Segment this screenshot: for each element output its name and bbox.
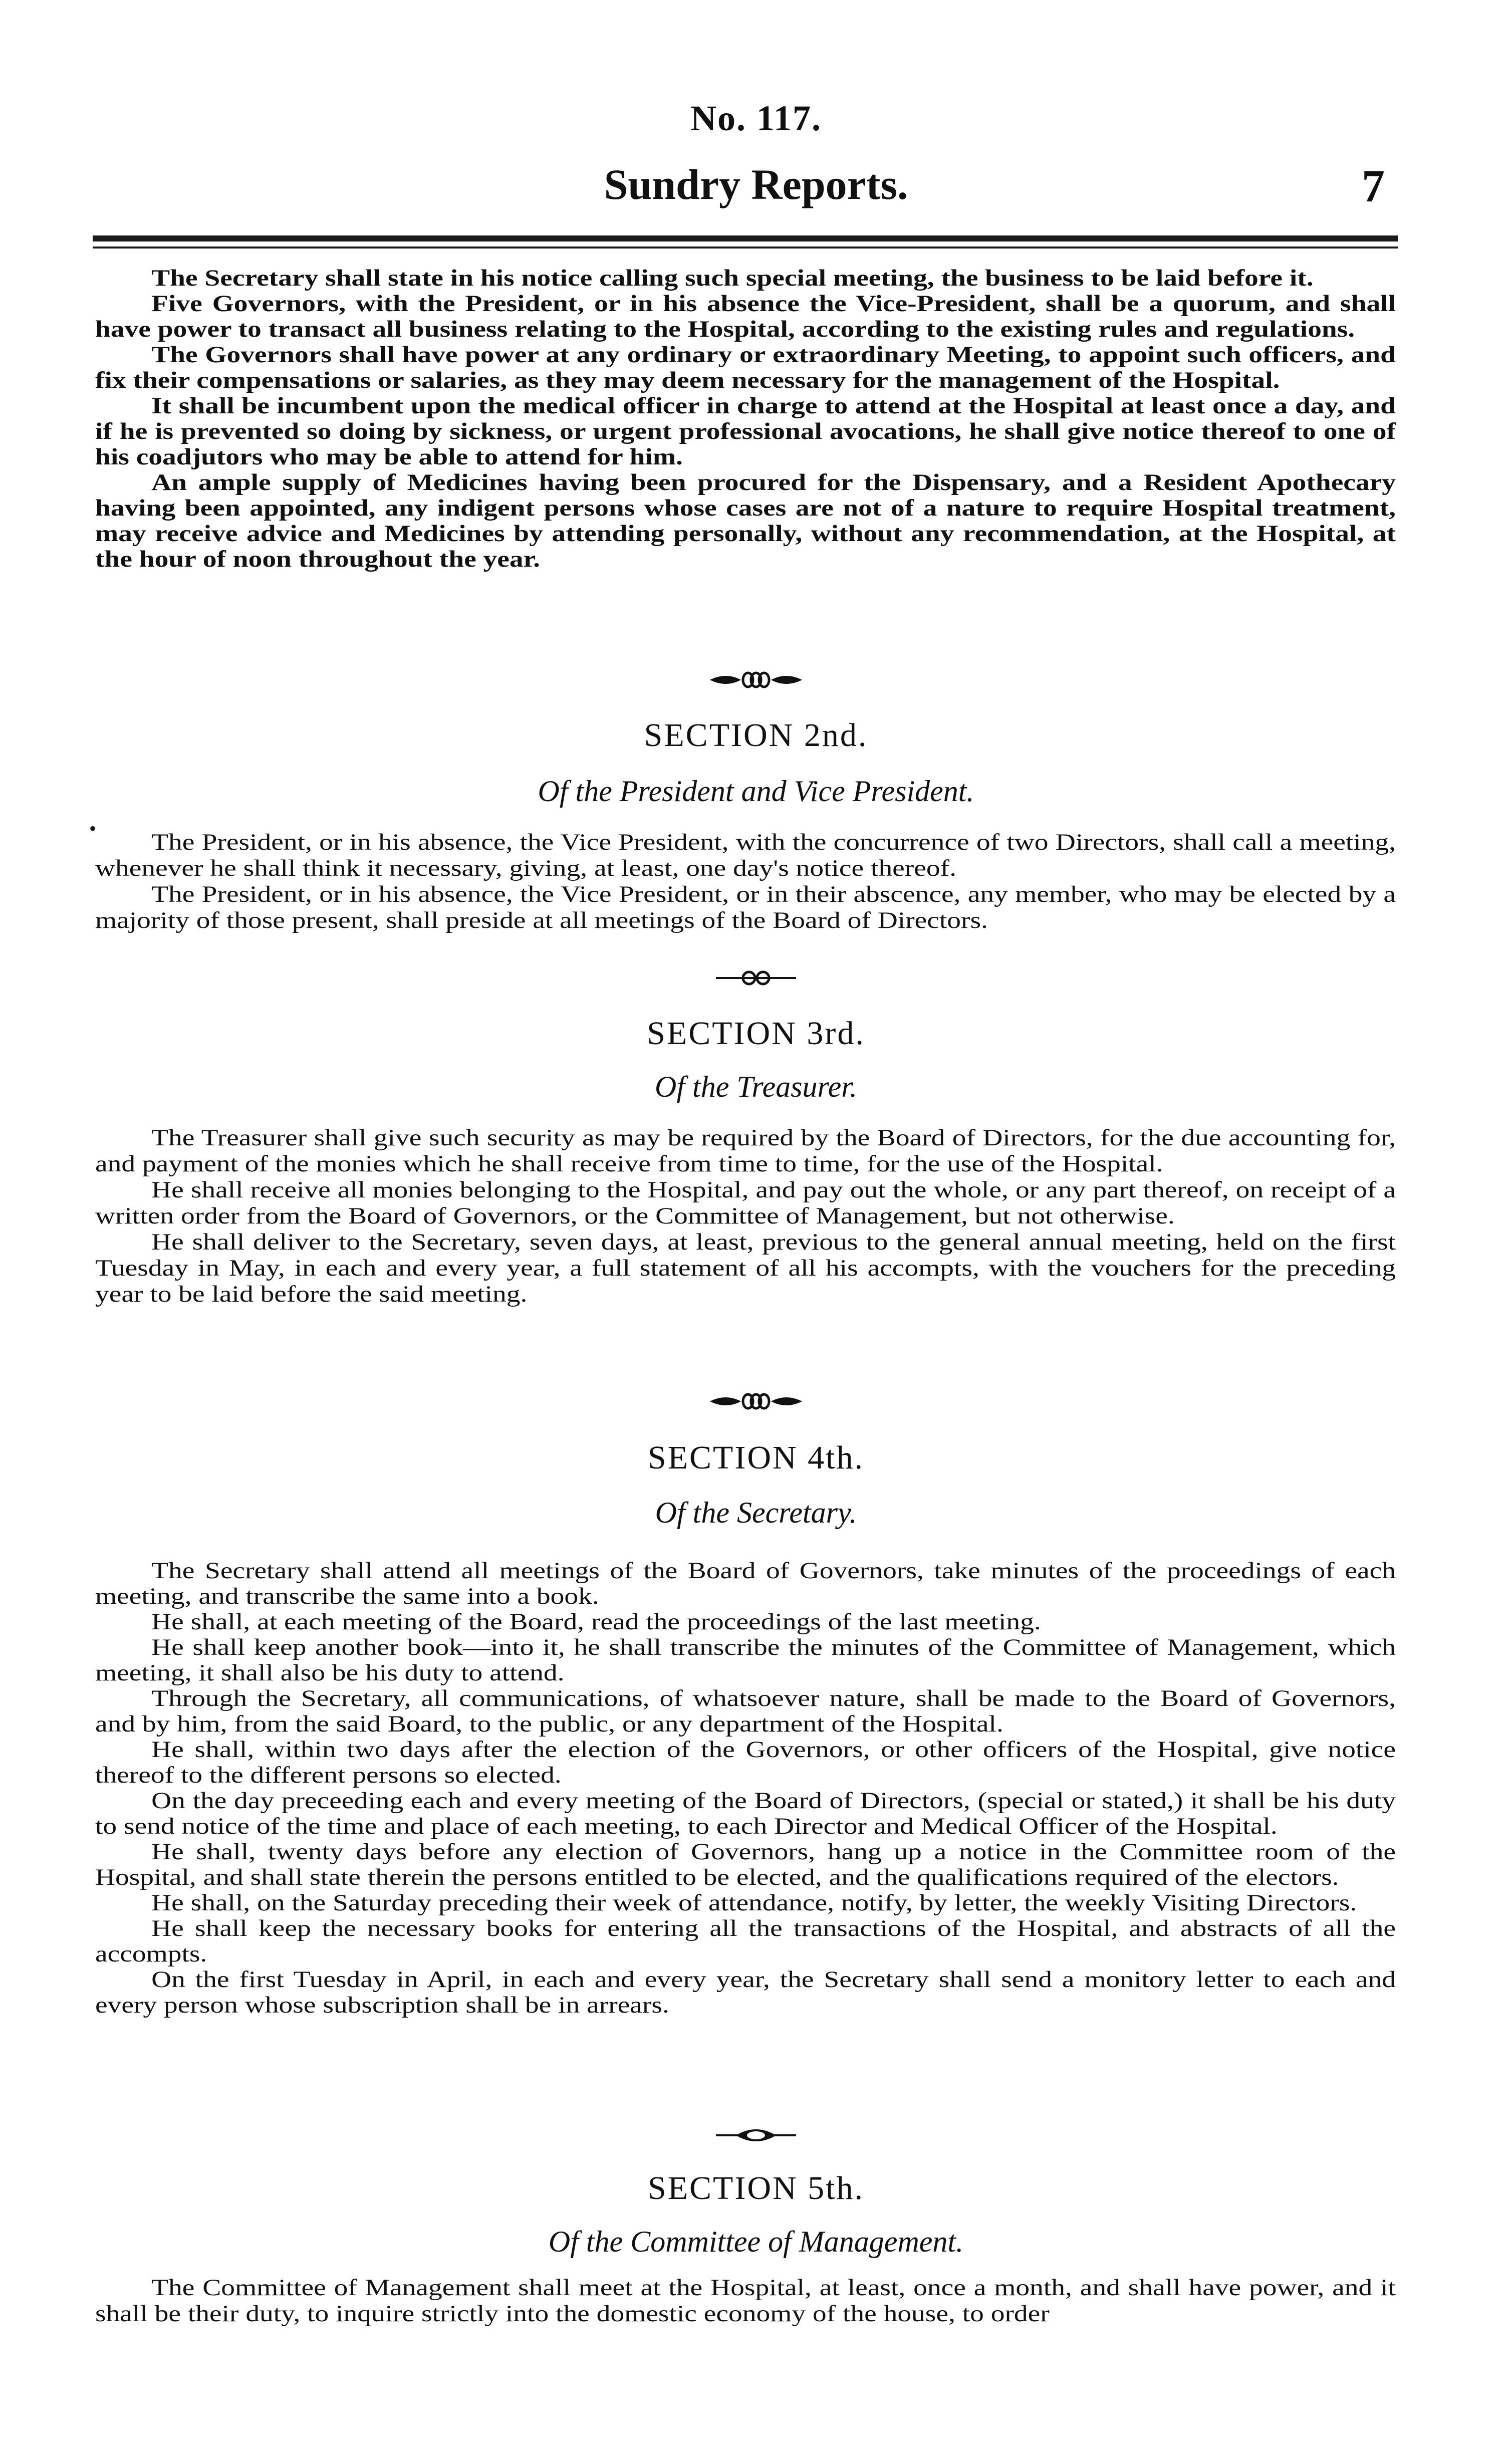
ornament-divider-icon (706, 669, 806, 691)
paragraph: It shall be incumbent upon the medical officer in charge to attend at the Hospital at least once a day, and if he is prevented so doing by sickness, or urgent professional avocations, he shall give notice thereof to one of his coadjutors who may be able to attend for him. (95, 393, 1396, 470)
section-4-text (95, 1558, 1396, 2018)
intro-text-block (95, 266, 1396, 572)
header-rule-thin (93, 247, 1398, 249)
paragraph: The Governors shall have power at any ordinary or extraordinary Meeting, to appoint such officers, and fix their compensations or salaries, as they may deem necessary for the management of the Hospital. (95, 342, 1396, 393)
paragraph: He shall, within two days after the election of the Governors, or other officers of the Hospital, give notice thereof to the different persons so elected. (95, 1737, 1396, 1788)
page-number: 7 (1362, 160, 1385, 211)
paragraph: He shall, on the Saturday preceding their week of attendance, notify, by letter, the weekly Visiting Directors. (151, 1890, 1357, 1916)
section-3-text (95, 1125, 1396, 1307)
paragraph: On the first Tuesday in April, in each and every year, the Secretary shall send a monitory letter to each and every person whose subscription shall be in arrears. (95, 1966, 1396, 2018)
section-2-heading: SECTION 2nd. (644, 717, 868, 754)
paragraph: He shall keep the necessary books for entering all the transactions of the Hospital, and abstracts of all the accompts. (95, 1915, 1396, 1967)
print-speck: • (89, 817, 97, 840)
paragraph: On the day preceeding each and every meeting of the Board of Directors, (special or stated,) it shall be his duty to send notice of the time and place of each meeting, to each Director and Medical Officer of the Hospital. (95, 1788, 1396, 1839)
section-2-text (95, 829, 1396, 933)
paragraph: The Committee of Management shall meet at the Hospital, at least, once a month, and shall have power, and it shall be their duty, to inquire strictly into the domestic economy of the house, to order (95, 2275, 1396, 2327)
section-5-subtitle: Of the Committee of Management. (548, 2225, 964, 2258)
paragraph: He shall deliver to the Secretary, seven days, at least, previous to the general annual meeting, held on the first Tuesday in May, in each and every year, a full statement of all his accompts, with the vouchers for the preceding year to be laid before the said meeting. (95, 1229, 1396, 1307)
section-5-heading: SECTION 5th. (648, 2170, 864, 2206)
paragraph: He shall, twenty days before any election of Governors, hang up a notice in the Committee room of the Hospital, and shall state therein the persons entitled to be elected, and the qualifications required of the electors. (95, 1839, 1396, 1890)
paragraph: The President, or in his absence, the Vice President, with the concurrence of two Directors, shall call a meeting, whenever he shall think it necessary, giving, at least, one day's notice thereof. (95, 829, 1396, 881)
paragraph: The Treasurer shall give such security as may be required by the Board of Directors, for the due accounting for, and payment of the monies which he shall receive from time to time, for the use of the Hospital. (95, 1125, 1396, 1177)
section-4-subtitle: Of the Secretary. (655, 1496, 857, 1529)
page-title: Sundry Reports. (604, 160, 908, 208)
paragraph: Five Governors, with the President, or in his absence the Vice-President, shall be a quorum, and shall have power to transact all business relating to the Hospital, according to the existing rules and regulations. (95, 291, 1396, 342)
paragraph: The Secretary shall state in his notice calling such special meeting, the business to be laid before it. (151, 265, 1314, 291)
ornament-divider-icon (706, 2124, 806, 2146)
paragraph: He shall receive all monies belonging to the Hospital, and pay out the whole, or any part thereof, on receipt of a written order from the Board of Governors, or the Committee of Management, but not otherwise. (95, 1177, 1396, 1229)
ornament-divider-icon (706, 1390, 806, 1412)
paragraph: Through the Secretary, all communications, of whatsoever nature, shall be made to the Board of Governors, and by him, from the said Board, to the public, or any department of the Hospital. (95, 1685, 1396, 1737)
section-3-subtitle: Of the Treasurer. (655, 1070, 857, 1103)
ornament-divider-icon (706, 967, 806, 989)
paragraph: The President, or in his absence, the Vice President, or in their abscence, any member, who may be elected by a majority of those present, shall preside at all meetings of the Board of Directors. (95, 881, 1396, 933)
section-2-subtitle: Of the President and Vice President. (538, 775, 974, 808)
paragraph: An ample supply of Medicines having been procured for the Dispensary, and a Resident Apothecary having been appointed, any indigent persons whose cases are not of a nature to require Hospital treatment, may receive advice and Medicines by attending personally, without any recommendation, at the Hospital, at the hour of noon throughout the year. (95, 469, 1396, 572)
paragraph: He shall, at each meeting of the Board, read the proceedings of the last meeting. (151, 1609, 1041, 1635)
section-4-heading: SECTION 4th. (648, 1439, 864, 1476)
section-5-text (95, 2275, 1396, 2327)
document-number: No. 117. (690, 98, 822, 138)
paragraph: He shall keep another book—into it, he shall transcribe the minutes of the Committee of Management, which meeting, it shall also be his duty to attend. (95, 1634, 1396, 1686)
header-rule-thick (93, 235, 1398, 241)
section-3-heading: SECTION 3rd. (647, 1015, 865, 1052)
paragraph: The Secretary shall attend all meetings of the Board of Governors, take minutes of the proceedings of each meeting, and transcribe the same into a book. (95, 1558, 1396, 1609)
